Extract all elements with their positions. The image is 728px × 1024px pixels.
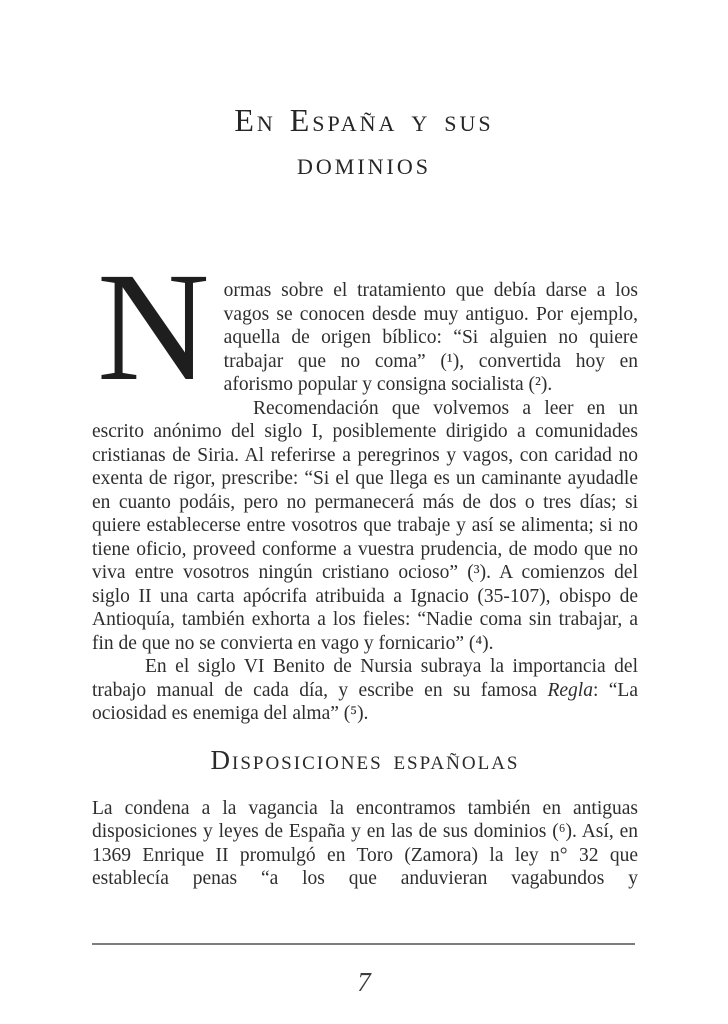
chapter-title — [0, 99, 728, 185]
page-number: 7 — [357, 967, 371, 997]
section-paragraph: La condena a la vagancia la encontramos también en antiguas disposiciones y leyes de España y en las de sus dominios (⁶). Así, en 1369 Enrique II promulgó en Toro (Zamora) la ley n° 32 que establecía penas “a los que anduvieran vagabundos y — [92, 797, 638, 889]
opening-paragraph-text: ormas sobre el tratamiento que debía darse a los vagos se conocen desde muy antiguo. Por ejemplo, aquella de origen bíblico: “Si alguien no quiere trabajar que no coma” (¹), convertida hoy en aforismo popular y consigna socialista (²). — [223, 280, 638, 395]
opening-paragraph — [92, 240, 638, 413]
chapter-title-line-1: En España y sus — [234, 102, 494, 138]
chapter-title-line-2: dominios — [297, 145, 431, 181]
drop-cap-letter: N — [97, 240, 210, 413]
body-text-block — [92, 240, 639, 891]
footer-divider-rule — [92, 943, 635, 945]
paragraph: Recomendación que volvemos a leer en un escrito anónimo del siglo I, posiblemente dirigido a comunidades cristianas de Siria. Al referirse a peregrinos y vagos, con caridad no exenta de rigor, prescribe: “Si el que llega es un caminante ayudadle en cuanto podáis, pero no permanecerá más de dos o tres días; si quiere establecerse entre vosotros que trabaje y así se alimenta; si no tiene oficio, proveed conforme a vuestra prudencia, de modo que no viva entre vosotros ningún cristiano ocioso” (³). A comienzos del siglo II una carta apócrifa atribuida a Ignacio (35-107), obispo de Antioquía, también exhorta a los fieles: “Nadie coma sin trabajar, a fin de que no se convierta en vago y fornicario” (⁴). — [92, 397, 638, 654]
section-heading: Disposiciones españolas — [210, 744, 520, 775]
paragraph: En el siglo VI Benito de Nursia subraya la importancia del trabajo manual de cada día, y escribe en su famosa Regla: “La ociosidad es enemiga del alma” (⁵). — [92, 656, 639, 724]
